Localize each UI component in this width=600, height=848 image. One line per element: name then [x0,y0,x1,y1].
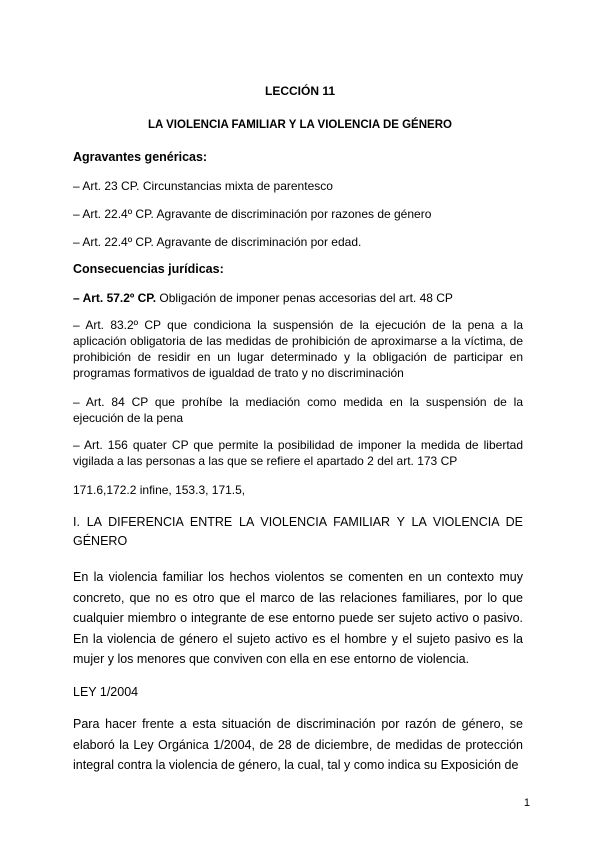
article-references: 171.6,172.2 infine, 153.3, 171.5, [73,483,246,497]
aggravant-item-2: – Art. 22.4º CP. Agravante de discriminación por razones de género [73,207,432,221]
aggravants-heading: Agravantes genéricas: [73,150,208,164]
aggravant-item-3: – Art. 22.4º CP. Agravante de discriminación por edad. [73,235,362,249]
aggravant-item-1: – Art. 23 CP. Circunstancias mixta de parentesco [73,179,333,193]
consequence-item-1-article: Art. 57.2º CP. [82,291,157,305]
section-1-paragraph: En la violencia familiar los hechos violentos se comenten en un contexto muy concreto, que no es otro que el marco de las relaciones familiares, por lo que cualquier miembro o integrante de ese entorno puede ser sujeto activo o pasivo. En la violencia de género el sujeto activo es el hombre y el sujeto pasivo es la mujer y los menores que conviven con ella en ese entorno de violencia. [73,570,523,666]
consequence-item-4: – Art. 156 quater CP que permite la posibilidad de imponer la medida de libertad vigilada a las personas a las que se refiere el apartado 2 del art. 173 CP [73,438,523,468]
consequence-item-2: – Art. 83.2º CP que condiciona la suspensión de la ejecución de la pena a la aplicación obligatoria de las medidas de prohibición de aproximarse a la víctima, de prohibición de residir en un lugar determinado y la obligación de participar en programas formativos de igualdad de trato y no discriminación [73,318,523,380]
law-paragraph: Para hacer frente a esta situación de discriminación por razón de género, se elaboró la Ley Orgánica 1/2004, de 28 de diciembre, de medidas de protección integral contra la violencia de género, la cual, tal y como indica su Exposición de [73,717,523,772]
consequence-item-1-prefix: – [73,291,83,305]
consequence-item-1 [73,290,523,306]
consequences-heading: Consecuencias jurídicas: [73,262,224,276]
lesson-title: LECCIÓN 11 [264,84,336,98]
section-1-heading: I. LA DIFERENCIA ENTRE LA VIOLENCIA FAMILIAR Y LA VIOLENCIA DE GÉNERO [73,515,523,548]
consequence-item-1-text: Obligación de imponer penas accesorias del art. 48 CP [156,291,453,305]
law-heading: LEY 1/2004 [73,685,139,699]
page-number: 1 [523,797,530,809]
consequence-item-3: – Art. 84 CP que prohíbe la mediación como medida en la suspensión de la ejecución de la pena [73,395,523,425]
topic-title: LA VIOLENCIA FAMILIAR Y LA VIOLENCIA DE GÉNERO [148,119,452,131]
